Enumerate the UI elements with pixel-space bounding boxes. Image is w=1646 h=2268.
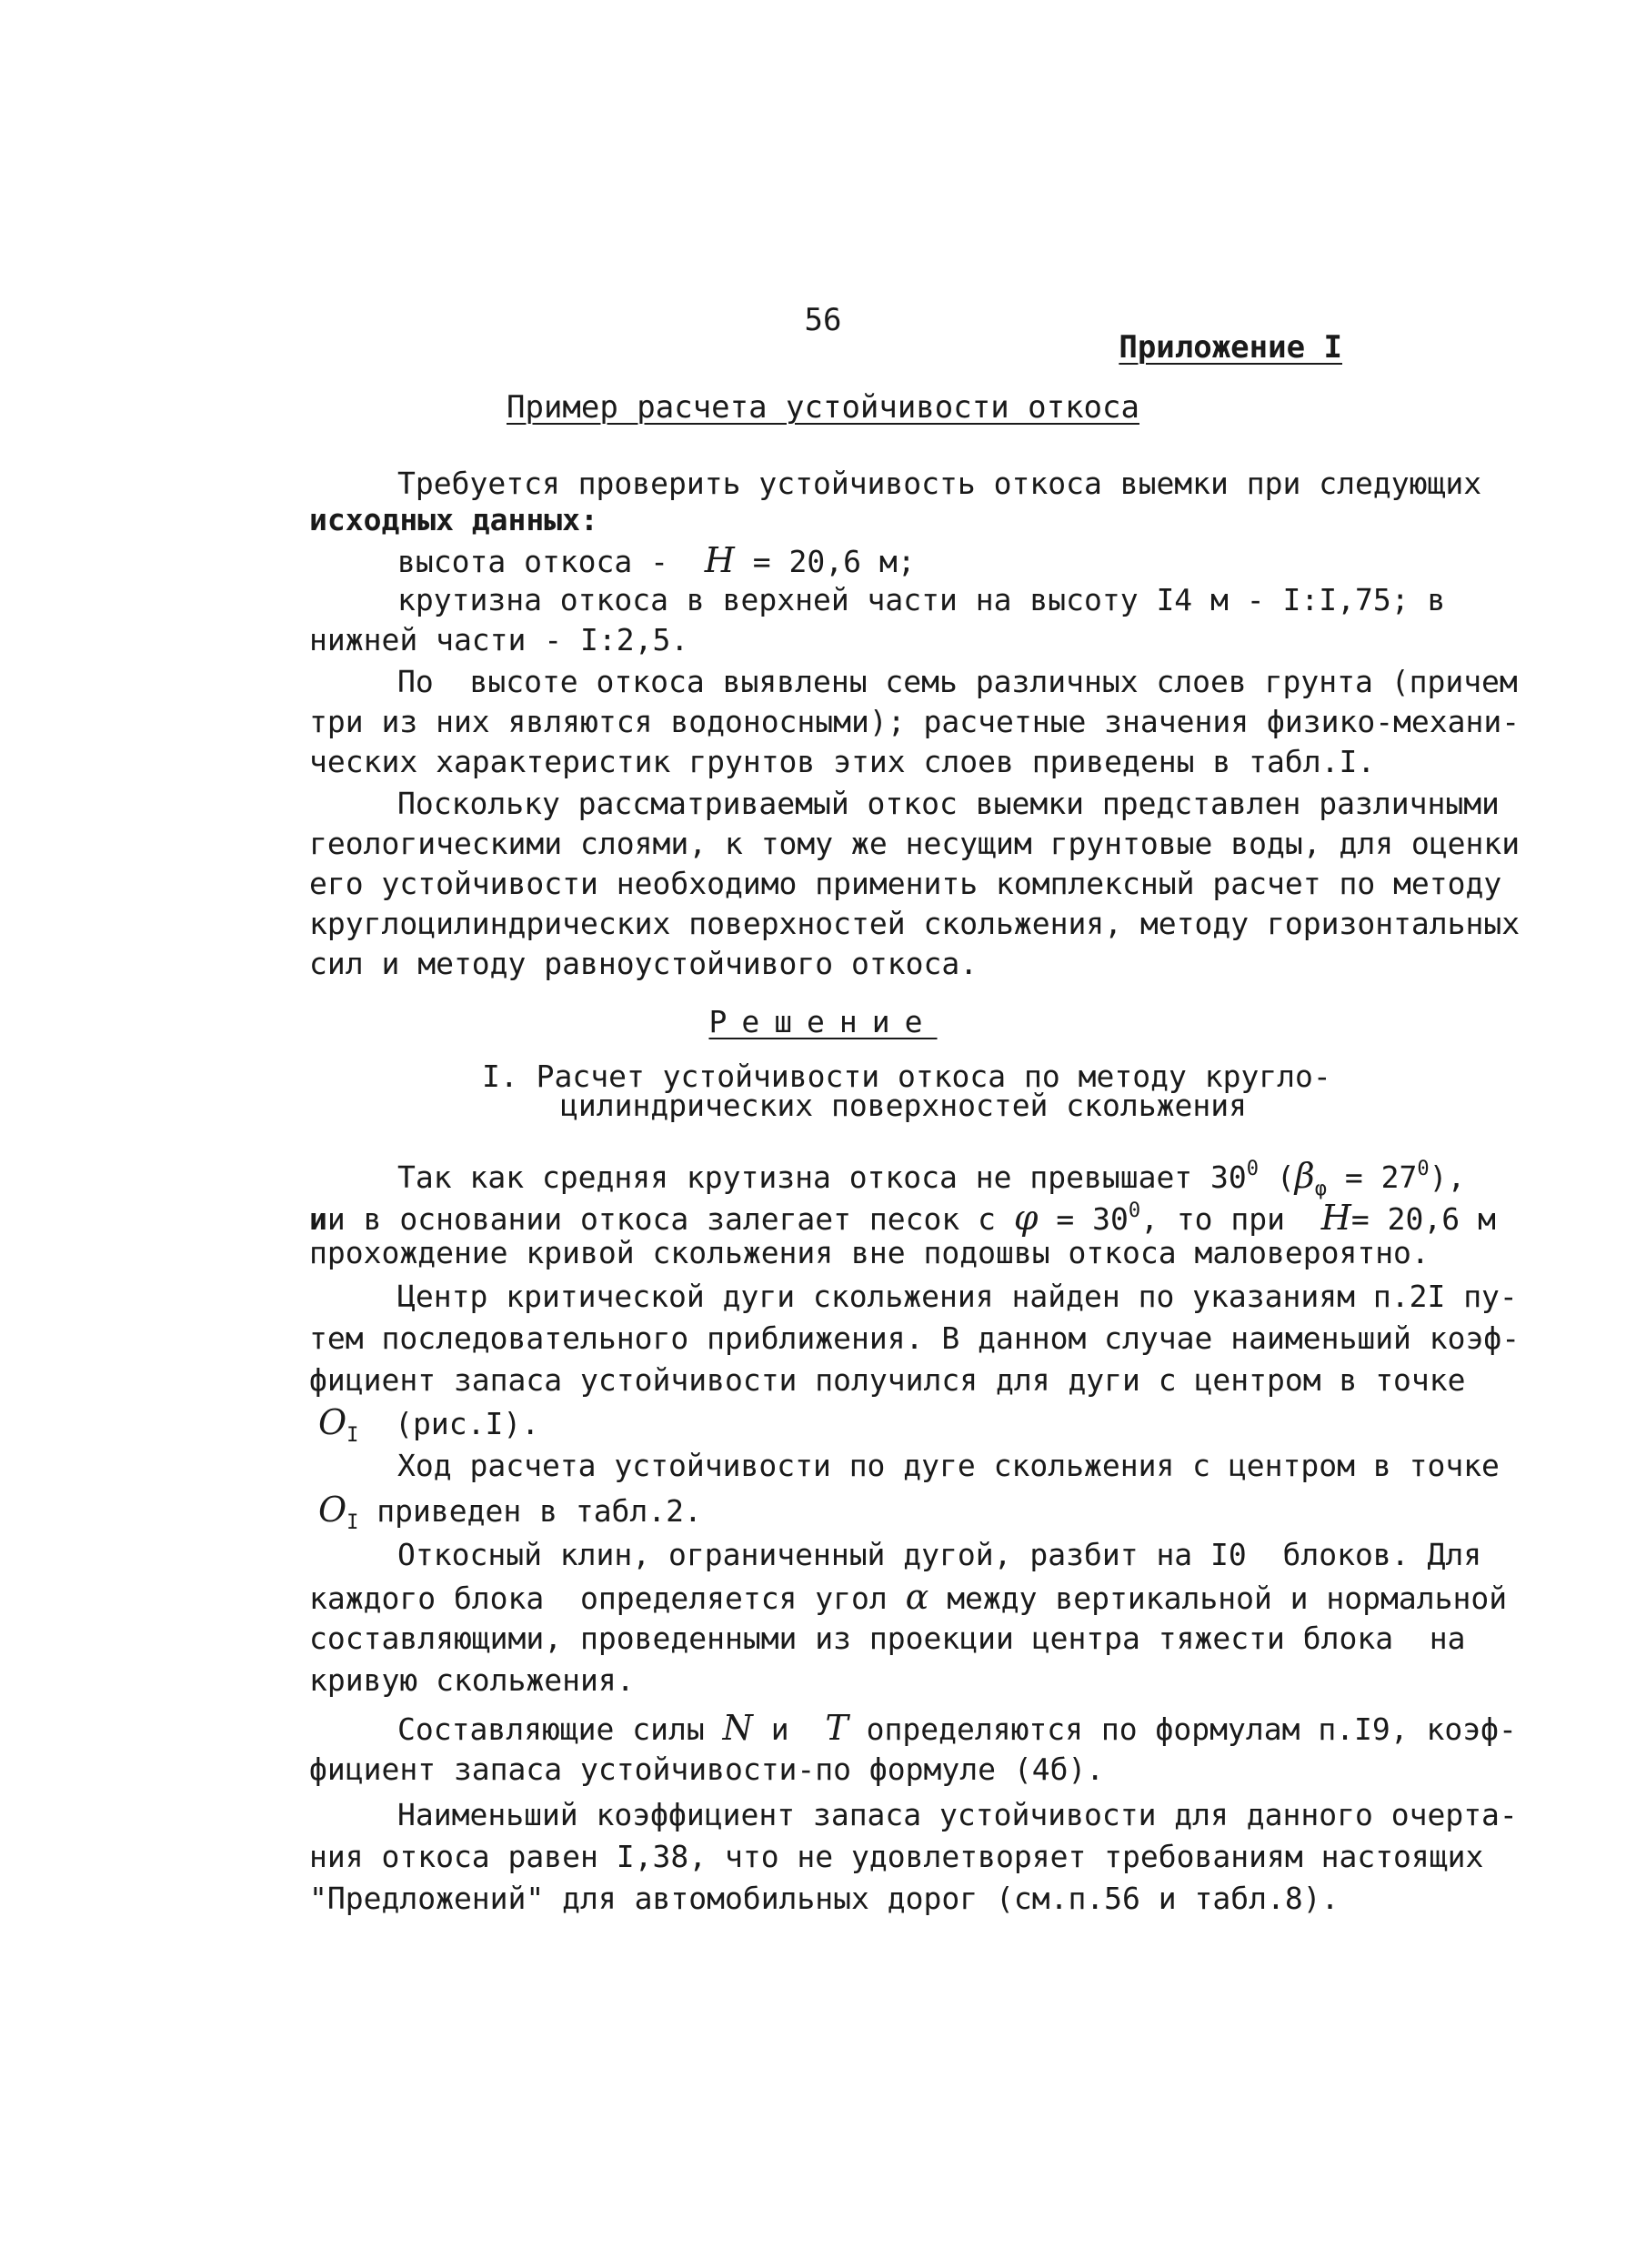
center-line-1: Центр критической дуги скольжения найден по указаниям п.2I пу- — [397, 1279, 1518, 1314]
wedge-line-2: каждого блока определяется угол α между вертикальной и нормальной — [309, 1577, 1508, 1617]
result-line-2: ния откоса равен I,38, что не удовлетворяет требованиям настоящих — [309, 1839, 1484, 1874]
method-line-2: геологическими слоями, к тому же несущим грунтовые воды, для оценки — [309, 826, 1521, 861]
slope-line-1: Так как средняя крутизна откоса не превышает $30^0$ $(\beta_\varphi = 27^0)$, — [397, 1156, 1466, 1200]
method-line-1: Поскольку рассматриваемый откос выемки представлен различными — [397, 786, 1500, 821]
layers-line-2: три из них являются водоносными); расчетные значения физико-механи- — [309, 704, 1521, 739]
result-line-1: Наименьший коэффициент запаса устойчивости для данного очерта- — [397, 1797, 1518, 1832]
section-1-title-line-2: цилиндрических поверхностей скольжения — [560, 1088, 1247, 1123]
symbol-beta: β — [1294, 1156, 1315, 1196]
method-line-5: сил и методу равноустойчивого откоса. — [309, 946, 979, 981]
appendix-label: Приложение I — [1119, 329, 1342, 366]
slope-line-3: прохождение кривой скольжения вне подошвы откоса маловероятно. — [309, 1235, 1430, 1270]
result-line-3: "Предложений" для автомобильных дорог (см.п.56 и табл.8). — [309, 1881, 1340, 1916]
symbol-T: T — [825, 1708, 848, 1748]
center-line-2: тем последовательного приближения. В данном случае наименьший коэф- — [309, 1320, 1521, 1356]
wedge-line-4: кривую скольжения. — [309, 1662, 635, 1698]
forces-line-1: Составляющие силы N и T определяются по формулам п.I9, коэф- — [397, 1708, 1517, 1748]
layers-line-1: По высоте откоса выявлены семь различных слоев грунта (причем — [397, 664, 1518, 699]
symbol-H: H — [1320, 1198, 1351, 1238]
intro-line-5: нижней части - I:2,5. — [309, 622, 689, 657]
forces-line-2: фициент запаса устойчивости-по формуле (4б). — [309, 1751, 1105, 1787]
slope-line-2: ии в основании откоса залегает песок с $\varphi = 30^0$, то при H= 20,6 м — [309, 1198, 1496, 1238]
wedge-line-3: составляющими, проведенными из проекции центра тяжести блока на — [309, 1621, 1466, 1656]
solution-heading: Решение — [708, 1004, 938, 1039]
course-line-2: $O_I$ приведен в табл.2. — [318, 1490, 702, 1534]
page-title: Пример расчета устойчивости откоса — [507, 389, 1139, 426]
course-line-1: Ход расчета устойчивости по дуге скольжения с центром в точке — [397, 1448, 1500, 1483]
center-line-4: $O_I$ (рис.I). — [318, 1402, 540, 1447]
method-line-3: его устойчивости необходимо применить комплексный расчет по методу — [309, 866, 1502, 901]
symbol-N: N — [722, 1708, 753, 1748]
symbol-O1: O — [318, 1402, 347, 1442]
wedge-line-1: Откосный клин, ограниченный дугой, разбит на I0 блоков. Для — [397, 1537, 1482, 1572]
intro-line-1: Требуется проверить устойчивость откоса выемки при следующих — [397, 466, 1482, 501]
page-number: 56 — [804, 302, 842, 338]
symbol-alpha: α — [905, 1577, 929, 1617]
center-line-3: фициент запаса устойчивости получился для дуги с центром в точке — [309, 1362, 1466, 1398]
symbol-O1: O — [318, 1490, 347, 1530]
intro-line-3: высота откоса - H = 20,6 м; — [397, 540, 916, 580]
intro-line-4: крутизна откоса в верхней части на высоту I4 м - I:I,75; в — [397, 582, 1446, 617]
method-line-4: круглоцилиндрических поверхностей скольжения, методу горизонтальных — [309, 906, 1521, 941]
layers-line-3: ческих характеристик грунтов этих слоев приведены в табл.I. — [309, 744, 1376, 779]
symbol-phi: φ — [1013, 1198, 1039, 1238]
intro-line-2: исходных данных: — [309, 502, 598, 537]
section-1-title-line-1: I. Расчет устойчивости откоса по методу кругло- — [482, 1059, 1331, 1094]
symbol-H: H — [704, 540, 735, 580]
